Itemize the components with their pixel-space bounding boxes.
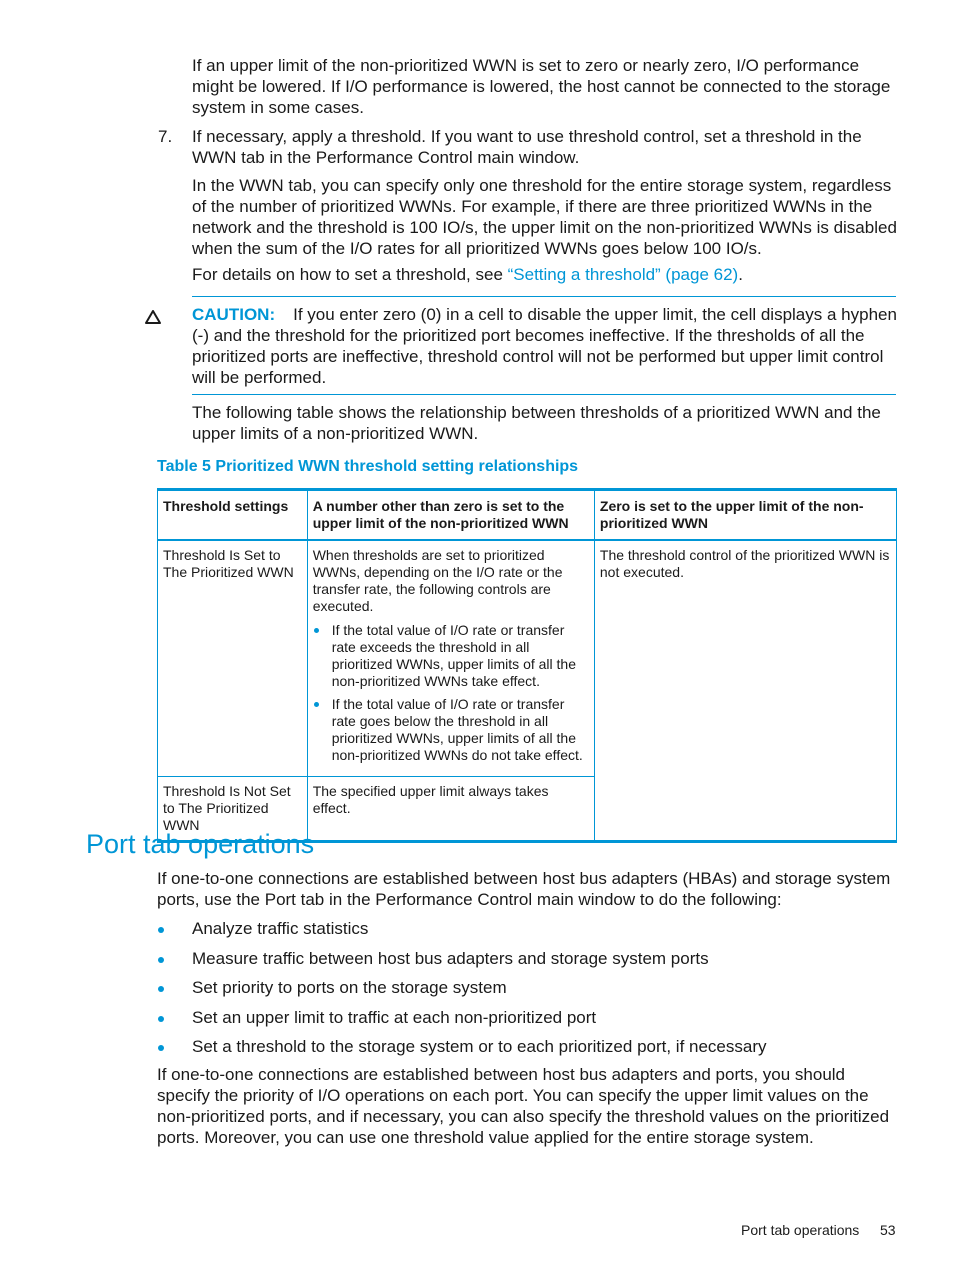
header-nonzero-limit: A number other than zero is set to the upper limit of the non-prioritized WWN: [307, 490, 594, 541]
footer-section-name: Port tab operations: [741, 1222, 860, 1238]
section-heading: Port tab operations: [86, 829, 315, 859]
caution-top-rule: [192, 296, 896, 297]
setting-threshold-link[interactable]: “Setting a threshold” (page 62): [507, 265, 739, 284]
list-item: [313, 696, 589, 764]
bullet-text: Set priority to ports on the storage system: [192, 978, 507, 997]
caution-text: If you enter zero (0) in a cell to disable the upper limit, the cell displays a hyphen (-) and the threshold for the prioritized port becomes ineffective. If the thresholds of all the prioritized ports are ineffective, threshold control will not be performed but upper limit control will be performed.: [192, 305, 897, 387]
section-intro: If one-to-one connections are established between host bus adapters (HBAs) and storage system ports, use the Port tab in the Performance Control main window to do the following:: [157, 869, 891, 909]
header-zero-limit: Zero is set to the upper limit of the non-prioritized WWN: [594, 490, 896, 541]
section-closing: If one-to-one connections are established between host bus adapters and ports, you should specify the priority of I/O operations on each port. You can specify the upper limit values on the non-prioritized ports, and if necessary, you can also specify the threshold values on the prioritized ports. Moreover, you can use one threshold value applied for the entire storage system.: [157, 1065, 890, 1147]
bullet-icon: [314, 628, 319, 633]
row1-bullet-text: If the total value of I/O rate or transfer rate exceeds the threshold in all prioritized WWNs, upper limits of all the non-prioritized WWNs take effect.: [331, 622, 576, 689]
caution-note: [192, 304, 898, 388]
bullet-icon: [314, 702, 319, 707]
table-intro: The following table shows the relationship between thresholds of a prioritized WWN and the upper limits of a non-prioritized WWN.: [192, 403, 881, 443]
bullet-text: Set a threshold to the storage system or to each prioritized port, if necessary: [192, 1037, 767, 1056]
paragraph-upper-limit-note: If an upper limit of the non-prioritized WWN is set to zero or nearly zero, I/O performance might be lowered. If I/O performance is lowered, the host cannot be connected to the storage system in some cases.: [192, 56, 891, 117]
bullet-icon: [158, 986, 164, 992]
step-7-detail: In the WWN tab, you can specify only one threshold for the entire storage system, regardless of the number of prioritized WWNs. For example, if there are three prioritized WWNs in the network and the threshold is 100 IO/s, the upper limit on the non-prioritized WWNs is disabled when the sum of the I/O rates for all prioritized WWNs goes below 100 IO/s.: [192, 176, 897, 258]
table-header-row: [158, 490, 897, 541]
details-prefix: For details on how to set a threshold, see: [192, 265, 508, 284]
step-number: 7.: [158, 127, 173, 146]
bullet-text: Set an upper limit to traffic at each non-prioritized port: [192, 1008, 597, 1027]
bullet-icon: [158, 927, 164, 933]
row1-bullet-text: If the total value of I/O rate or transfer rate goes below the threshold in all prioritized WWNs, upper limits of all the non-prioritized WWNs do not take effect.: [331, 696, 583, 763]
list-item: [313, 622, 589, 690]
row1-nonzero-intro: When thresholds are set to prioritized WWNs, depending on the I/O rate or the transfer rate, the following controls are executed.: [312, 547, 563, 614]
bullet-icon: [158, 957, 164, 963]
row1-zero-cell: The threshold control of the prioritized WWN is not executed.: [594, 540, 896, 842]
caution-triangle-icon: [144, 308, 162, 326]
step-7-text: If necessary, apply a threshold. If you want to use threshold control, set a threshold in the WWN tab in the Performance Control main window.: [192, 127, 862, 167]
row2-nonzero-cell: The specified upper limit always takes effect.: [307, 777, 594, 842]
threshold-relationships-table: [157, 488, 897, 843]
header-threshold-settings: Threshold settings: [158, 490, 308, 541]
caution-label: CAUTION:: [192, 305, 276, 324]
bullet-text: Measure traffic between host bus adapters and storage system ports: [192, 949, 709, 968]
caution-bottom-rule: [192, 394, 896, 395]
row1-nonzero-cell: [307, 540, 594, 777]
table-title: Table 5 Prioritized WWN threshold setting relationships: [157, 458, 579, 475]
footer-page-number: 53: [880, 1222, 896, 1238]
bullet-icon: [158, 1045, 164, 1051]
table-row: [158, 540, 897, 777]
row1-setting: Threshold Is Set to The Prioritized WWN: [158, 540, 308, 777]
threshold-details-line: [192, 264, 898, 285]
bullet-text: Analyze traffic statistics: [192, 919, 369, 938]
details-suffix: .: [738, 265, 743, 284]
row2-setting: Threshold Is Not Set to The Prioritized WWN: [158, 777, 308, 842]
row1-bullet-list: [313, 622, 589, 764]
bullet-icon: [158, 1016, 164, 1022]
